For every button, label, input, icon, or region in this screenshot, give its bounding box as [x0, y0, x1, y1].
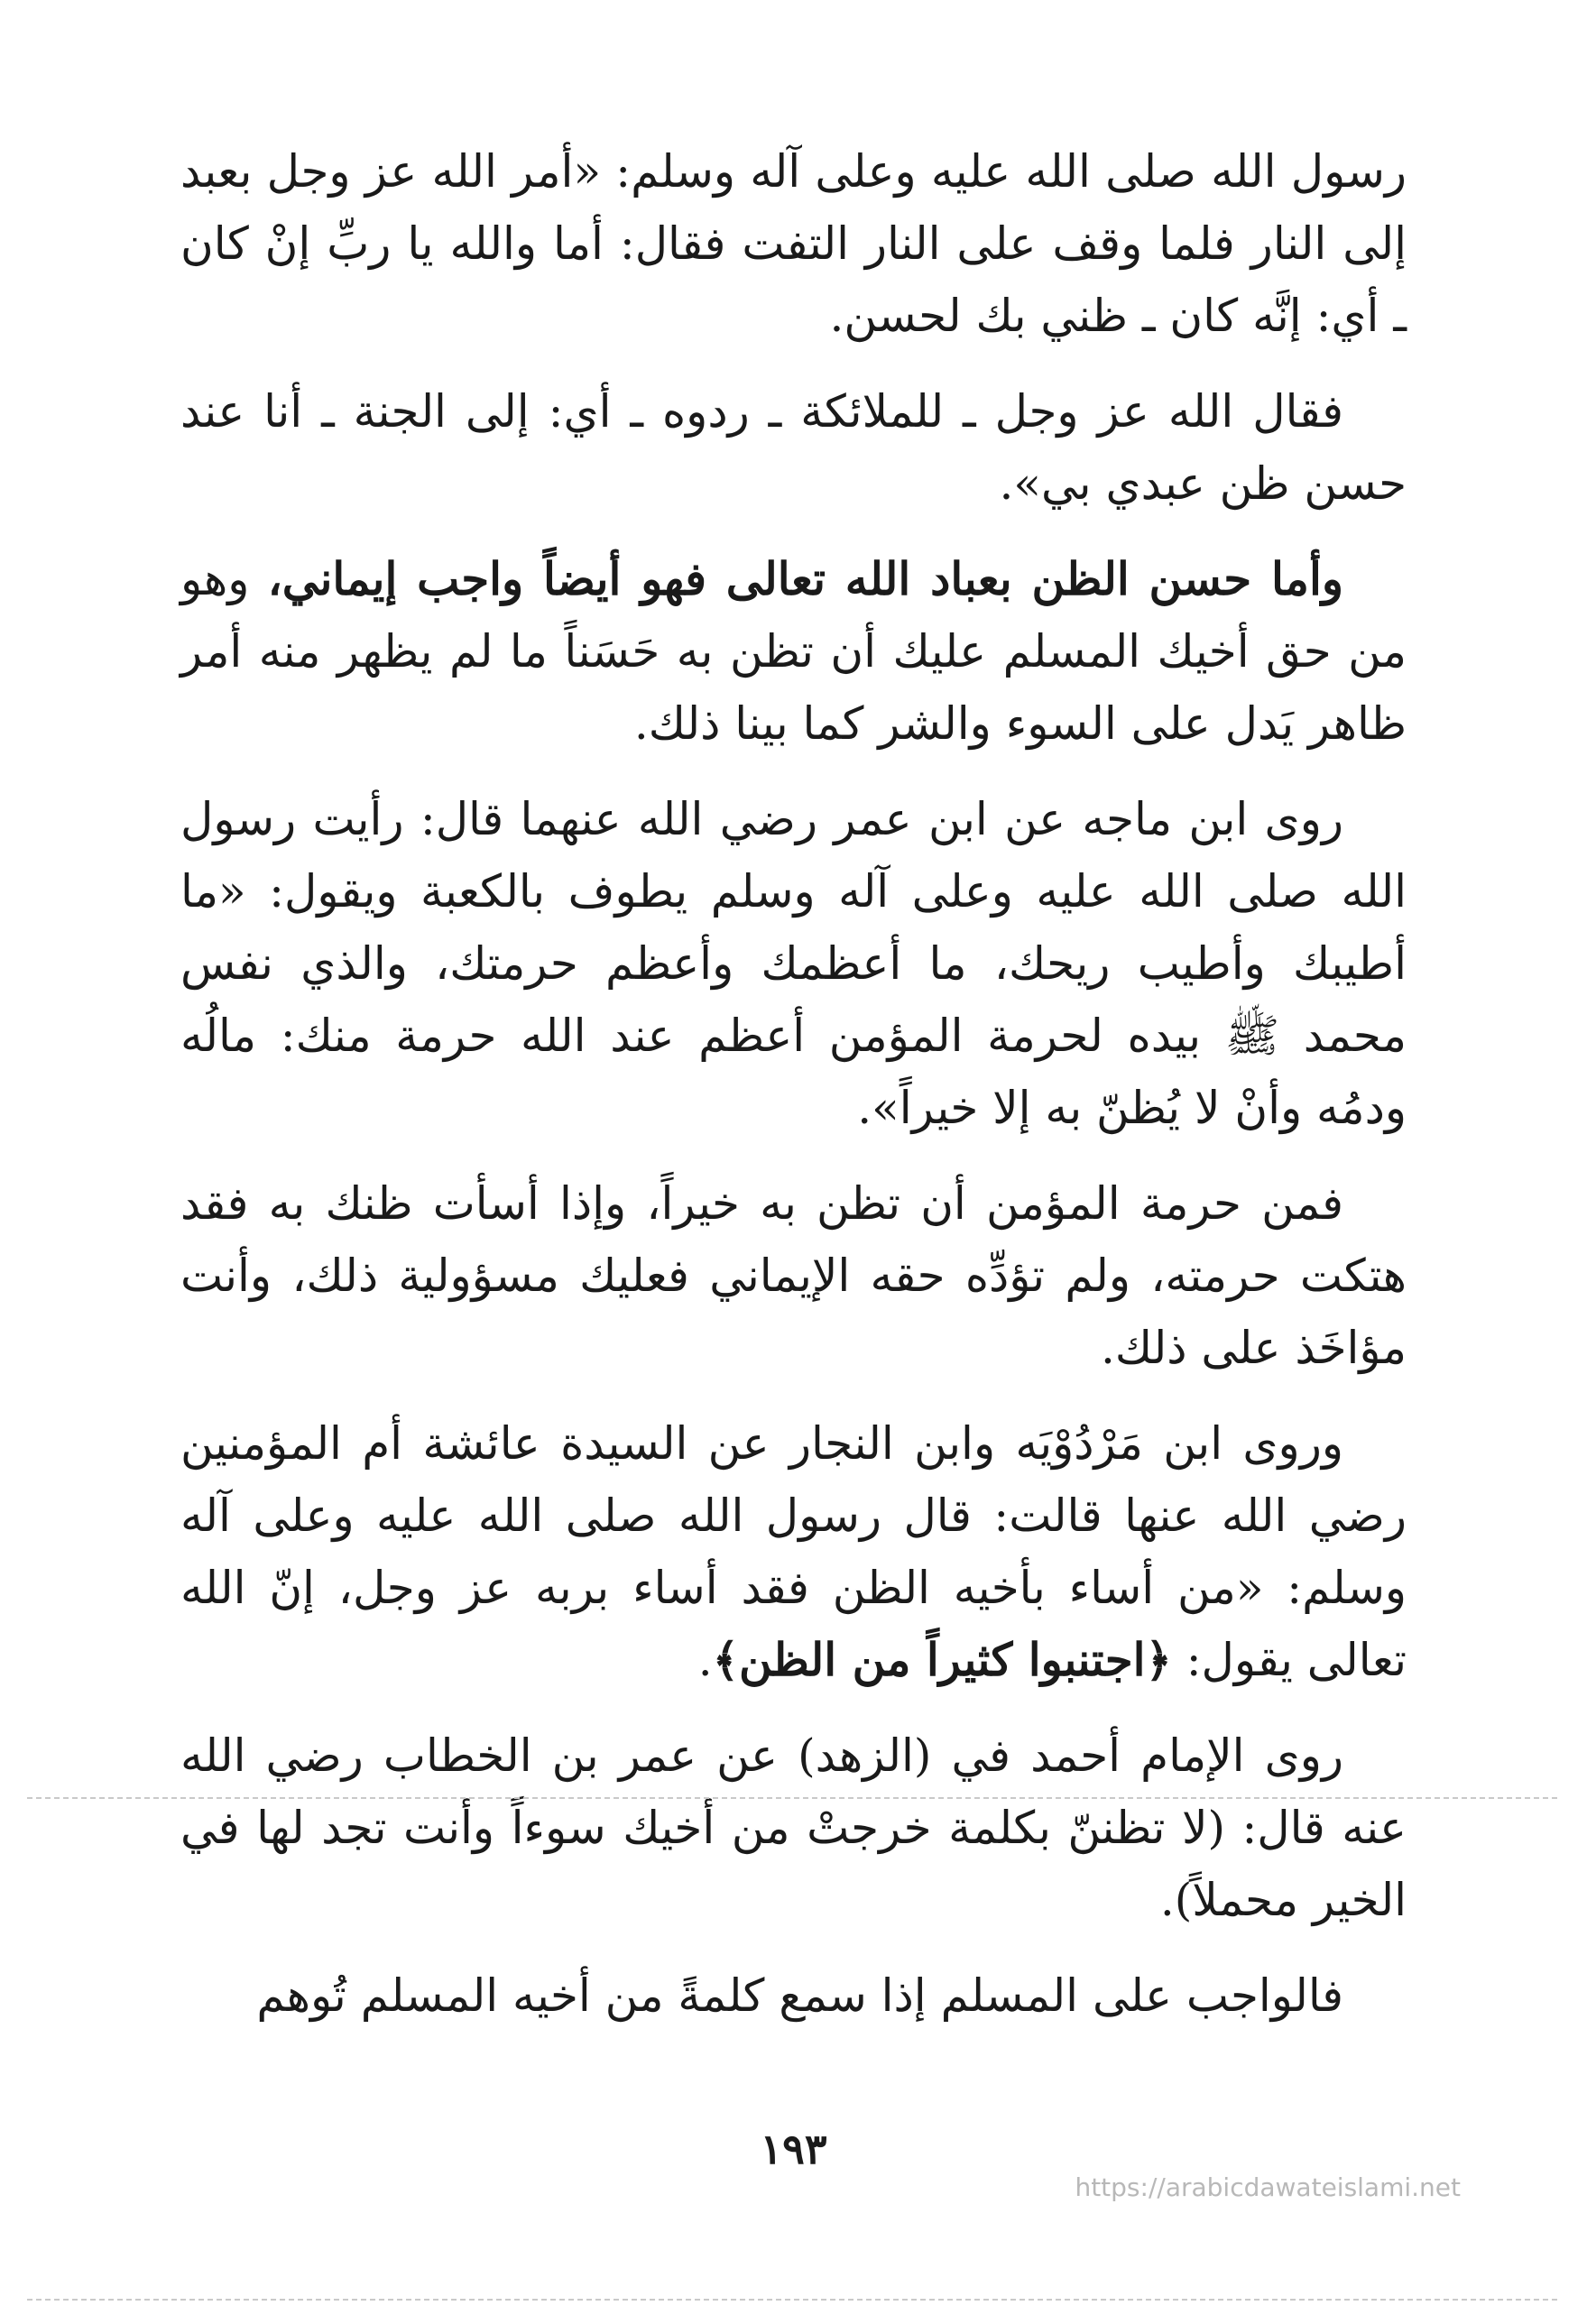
paragraph-3-bold-lead: وأما حسن الظن بعباد الله تعالى فهو أيضاً واجب إيماني،: [267, 552, 1343, 605]
quote-end: .: [697, 1634, 713, 1686]
scan-artifact-line-bottom: [27, 2299, 1561, 2301]
paragraph-1: رسول الله صلى الله عليه وعلى آله وسلم: «أمر الله عز وجل بعبد إلى النار فلما وقف على النار التفت فقال: أما والله يا ربِّ إنْ كان ـ أي: إنَّه كان ـ ظني بك لحسن.: [180, 145, 1407, 342]
paragraph-6-text: وروى ابن مَرْدُوْيَه وابن النجار عن السيدة عائشة أم المؤمنين رضي الله عنها قالت: قال رسول الله صلى الله عليه وعلى آله وسلم: «من أساء بأخيه الظن فقد أساء بربه عز وجل، إنّ الله تعالى يقول:: [180, 1417, 1407, 1686]
body-text: [180, 135, 1407, 2055]
paragraph-5: فمن حرمة المؤمن أن تظن به خيراً، وإذا أسأت ظنك به فقد هتكت حرمته، ولم تؤدِّه حقه الإيماني فعليك مسؤولية ذلك، وأنت مؤاخَذ على ذلك.: [180, 1177, 1407, 1374]
scan-artifact-line: [27, 1797, 1561, 1799]
paragraph-2: فقال الله عز وجل ـ للملائكة ـ ردوه ـ أي: إلى الجنة ـ أنا عند حسن ظن عبدي بي».: [180, 385, 1407, 510]
paragraph-6: [180, 1407, 1407, 1696]
paragraph-8: فالواجب على المسلم إذا سمع كلمةً من أخيه المسلم تُوهم: [256, 1969, 1343, 2022]
paragraph-3-text: وهو من حق أخيك المسلم عليك أن تظن به حَسَناً ما لم يظهر منه أمر ظاهر يَدل على السوء والشر كما بينا ذلك.: [180, 553, 1407, 750]
watermark-url: https://arabicdawateislami.net: [1075, 2172, 1461, 2202]
page-number: ١٩٣: [760, 2125, 827, 2173]
paragraph-4: روى ابن ماجه عن ابن عمر رضي الله عنهما قال: رأيت رسول الله صلى الله عليه وعلى آله وسلم يطوف بالكعبة ويقول: «ما أطيبك وأطيب ريحك، ما أعظمك وأعظم حرمتك، والذي نفس محمد ﷺ بيده لحرمة المؤمن أعظم عند الله حرمة منك: مالُه ودمُه وأنْ لا يُظنّ به إلا خيراً».: [180, 793, 1407, 1134]
quran-quote: ﴿اجتنبوا كثيراً من الظن﴾: [712, 1633, 1172, 1686]
paragraph-3: [180, 543, 1407, 760]
paragraph-7: روى الإمام أحمد في (الزهد) عن عمر بن الخطاب رضي الله عنه قال: (لا تظننّ بكلمة خرجتْ من أخيك سوءاً وأنت تجد لها في الخير محملاً).: [180, 1729, 1407, 1926]
